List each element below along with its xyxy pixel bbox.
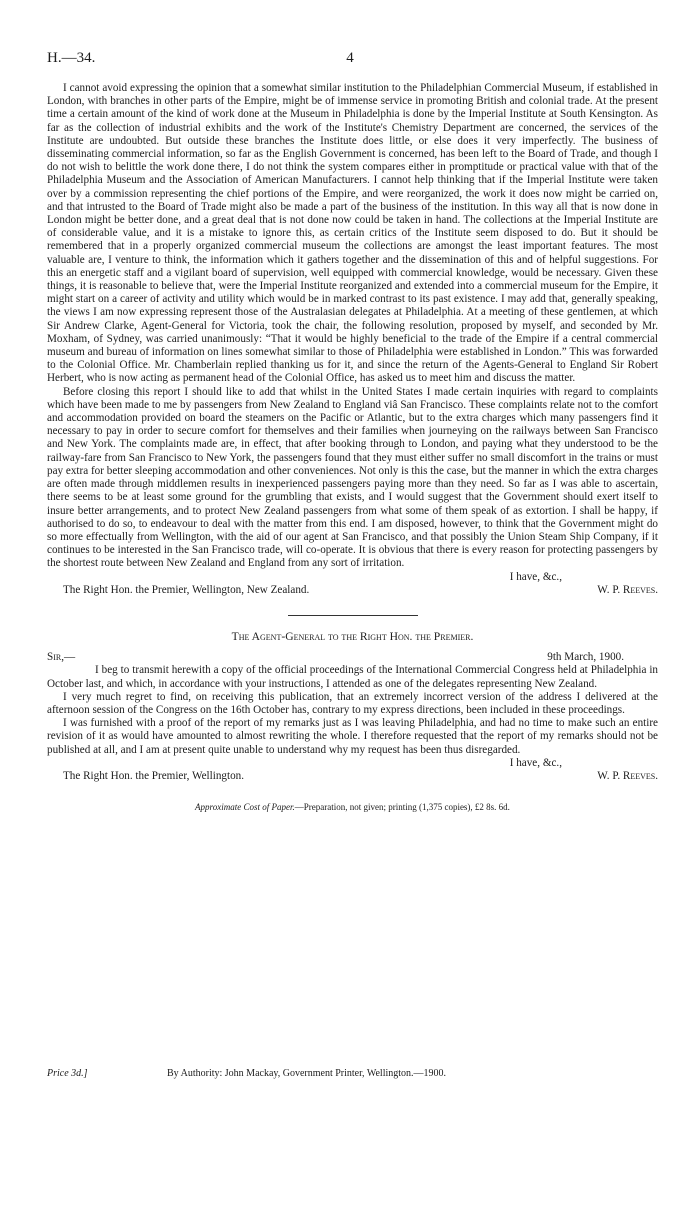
report-signature: W. P. Reeves. <box>597 583 658 596</box>
report-paragraph-2: Before closing this report I should like to add that whilst in the United States I made certain inquiries with regard to complaints which have been made to me by passengers from New Zealand to England viâ San Francisco. These complaints relate not to the comfort and accommodation provided on board the steamers on the Pacific or Atlantic, but to the extra charges which many passengers find it necessary to pay in order to secure comfort for themselves and their families when journeying on the railways between San Francisco and New York. The complaints made are, in effect, that after booking through to London, and paying what they understood to be the railway-fare from San Francisco to New York, the passengers found that they must either suffer no small discomfort in the trains or must pay extra for better sleeping accommodation and other conveniences. Not only is this the case, but the manner in which the extra charges are often made through middlemen results in inexperienced passengers paying more than they need. So far as I was able to ascertain, there seems to be at least some ground for the grumbling that exists, and I would suggest that the Government should exert itself to insure better arrangements, and to protect New Zealand passengers from what some of them speak of as extortion. I shall be happy, if authorised to do so, to endeavour to deal with the matter from this end. I am disposed, however, to think that the Government might do so more effectually from Wellington, with the aid of our agent at San Francisco, and that possibly the Union Steam Ship Company, if it continues to be interested in the San Francisco trade, will co-operate. It is obvious that there is every reason for protecting passengers by the shortest route between New Zealand and England from any sort of irritation. <box>47 385 658 570</box>
letter-paragraph-3: I was furnished with a proof of the report of my remarks just as I was leaving Philadelphia, and had no time to make such an entire revision of it as would have amounted to almost rewriting the whole. I therefore requested that the report of my remarks should not be published at all, and I am at present quite unable to understand why my request has been thus disregarded. <box>47 717 658 756</box>
report-section <box>47 82 658 597</box>
cost-note-text: —Preparation, not given; printing (1,375 copies), £2 8s. 6d. <box>294 802 510 813</box>
letter-paragraph-2: I very much regret to find, on receiving this publication, that an extremely incorrect version of the address I delivered at the afternoon session of the Congress on the 16th October has, contrary to my express directions, been included in these proceedings. <box>47 690 658 716</box>
section-divider <box>288 615 418 616</box>
report-signoff <box>47 584 658 597</box>
letter-salutation: Sir,— <box>47 651 76 664</box>
cost-note <box>47 801 658 814</box>
parliamentary-paper-ref: H.—34. <box>47 50 96 66</box>
report-paragraph-1: I cannot avoid expressing the opinion that a somewhat similar institution to the Philadelphian Commercial Museum, if established in London, with branches in other parts of the Empire, might be of immense service in promoting British and colonial trade. At the present time a certain amount of the kind of work done at the Museum in Philadelphia is done by the Imperial Institute at South Kensington. As far as the collection of industrial exhibits and the work of the Institute's Chemistry Department are concerned, the services of the Institute are undoubted. But outside these branches the Institute does little, or else does it very imperfectly. The business of disseminating commercial information, so far as the English Government is concerned, has been left to the Board of Trade, and though I do not wish to belittle the work done there, I do not think the system compares either in promptitude or practical value with that of the Philadelphia Museum and the Association of American Manufacturers. I cannot help thinking that if the Imperial Institute were taken over by a commission representing the chief portions of the Empire, and were reorganized, the work it does now might be carried on, and that intrusted to the Board of Trade might also be made a part of the business of the institution. In this way all that is now done in London might be better done, and a great deal that is not done now could be taken in hand. The collections at the Imperial Institute are of considerable value, and it is a mistake to ignore this, as certain critics of the Institute seem disposed to do. But it should be remembered that in a properly organized commercial museum the collections are amongst the least important features. The most valuable are, I venture to think, the information which it gathers together and the dissemination of this and of helpful suggestions. For this an energetic staff and a vigilant board of supervision, well equipped with commercial knowledge, would be necessary. Given these things, it is reasonable to believe that, were the Imperial Institute reorganized and extended into a commercial museum for the Empire, it might start on a career of activity and utility which would be in marked contrast to its past existence. I may add that, generally speaking, the views I am now expressing represent those of the Australasian delegates at Philadelphia. At a meeting of these gentlemen, at which Sir Andrew Clarke, Agent-General for Victoria, took the chair, the following resolution, proposed by myself, and seconded by Mr. Moxham, of Sydney, was carried unanimously: “That it would be highly beneficial to the trade of the Empire if a central commercial museum and bureau of information on lines somewhat similar to those of Philadelphia were established in London.” This was forwarded to the Colonial Office. Mr. Chamberlain replied thanking us for it, and since the return of the Agents-General to England Sir Robert Herbert, who is now acting as permanent head of the Colonial Office, has asked us to meet him and discuss the matter. <box>47 82 658 385</box>
letter-signature: W. P. Reeves. <box>597 769 658 782</box>
report-closing: I have, &c., <box>509 570 562 583</box>
document-body <box>47 82 658 814</box>
letter-date: 9th March, 1900. <box>547 651 624 664</box>
letter-section <box>47 630 658 783</box>
report-addressee: The Right Hon. the Premier, Wellington, New Zealand. <box>63 583 310 596</box>
letter-paragraph-1: I beg to transmit herewith a copy of the official proceedings of the International Commercial Congress held at Philadelphia in October last, and which, in accordance with your instructions, I attended as one of the delegates representing New Zealand. <box>47 664 658 690</box>
page-header <box>47 50 653 68</box>
page-number: 4 <box>346 50 354 66</box>
cost-note-label: Approximate Cost of Paper. <box>195 802 295 813</box>
price-label: Price 3d.] <box>47 1068 88 1079</box>
letter-addressee: The Right Hon. the Premier, Wellington. <box>63 769 245 782</box>
letter-closing: I have, &c., <box>509 756 562 769</box>
printer-imprint: By Authority: John Mackay, Government Printer, Wellington.—1900. <box>167 1068 447 1079</box>
letter-title: The Agent-General to the Right Hon. the Premier. <box>231 629 474 643</box>
letter-signoff <box>47 770 658 783</box>
letter-salutation-line <box>47 651 658 664</box>
